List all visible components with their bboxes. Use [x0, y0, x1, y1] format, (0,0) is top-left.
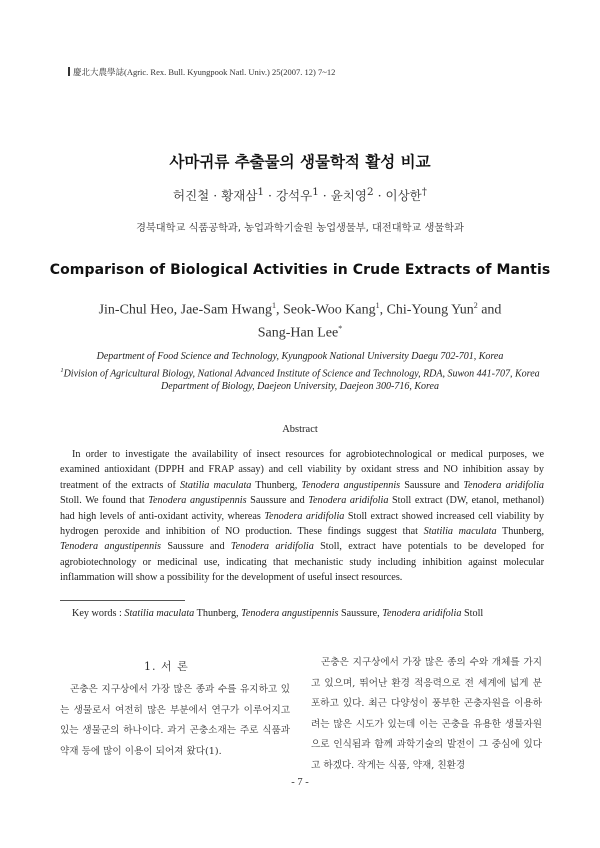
- abstract-text: Stoll. We found that: [60, 495, 149, 507]
- author-mark: 2: [366, 186, 374, 198]
- species-name: Tenodera aridifolia: [463, 479, 544, 491]
- keyword-text: Thunberg,: [194, 608, 242, 619]
- affiliation-text: Division of Agricultural Biology, National Advanced Institute of Science and Technology, RDA, Suwon 441-707, Korea: [63, 367, 540, 379]
- author-mark: *: [338, 323, 343, 333]
- korean-authors: [0, 186, 600, 204]
- korean-author: 허진철: [173, 188, 210, 204]
- abstract-text: Saussure and: [161, 541, 231, 553]
- english-title: Comparison of Biological Activities in Crude Extracts of Mantis: [49, 262, 551, 278]
- journal-header: [68, 66, 335, 78]
- species-name: Statilia maculata: [423, 526, 497, 538]
- author-name: and: [477, 302, 502, 318]
- introduction-left-column: 곤충은 지구상에서 가장 많은 종과 수를 유지하고 있는 생물로서 여전히 많은 부분에서 연구가 이루어지고 있는 생물군의 하나이다. 과거 곤충소재는 주로 식품과 약재 등에 많이 이용이 되어져 왔다(1).: [60, 684, 290, 757]
- abstract-text: Thunberg,: [496, 526, 544, 538]
- abstract-body: [60, 447, 544, 586]
- header-bar-icon: [68, 67, 70, 76]
- author-name: , Chi-Young Yun: [379, 302, 474, 318]
- keyword-species: Tenodera angustipennis: [241, 608, 339, 619]
- korean-author: 이상한: [385, 188, 422, 204]
- english-authors: [60, 297, 540, 342]
- korean-author: 윤치영: [330, 188, 367, 204]
- author-separator: ·: [264, 188, 276, 204]
- species-name: Statilia maculata: [179, 479, 252, 491]
- abstract-text: Saussure and: [400, 479, 464, 491]
- author-mark: 1: [375, 301, 380, 310]
- author-separator: ·: [373, 188, 386, 204]
- author-name: Jin-Chul Heo, Jae-Sam Hwang: [98, 302, 272, 318]
- abstract-text: Stoll extract showed increased cell viability by hydrogen peroxide and inhibition of NO production. These findings suggest that: [60, 510, 544, 538]
- introduction-heading: 1. 서 론: [144, 660, 189, 673]
- english-affiliations: [40, 350, 560, 394]
- abstract-text: In order to investigate the availability of insect resources for agrobiotechnological or medical purposes, we examined antioxidant (DPPH and FRAP assay) and cell viability by oxidant stress and NO inhibition assay by treatment of the extracts of: [60, 449, 544, 491]
- affiliation-mark: 1: [60, 366, 64, 374]
- introduction-right-column: 곤충은 지구상에서 가장 많은 종의 수와 개체를 가지고 있으며, 뛰어난 환경 적응력으로 전 세계에 넓게 분포하고 있다. 최근 다양성이 풍부한 곤충자원을 이용하려는 많은 시도가 있는데 이는 곤충을 유용한 생물자원으로 인식됨과 함께 과학기술의 발전이 그 중심에 있다고 하겠다. 작게는 식품, 약재, 친환경: [311, 657, 542, 771]
- keyword-species: Tenodera aridifolia: [382, 608, 462, 619]
- korean-author: 강석우: [275, 188, 313, 204]
- keywords-divider: [60, 600, 185, 601]
- species-name: Tenodera angustipennis: [148, 495, 247, 507]
- author-mark: 1: [312, 186, 319, 198]
- keyword-species: Statilia maculata: [124, 608, 195, 619]
- keywords-label: Key words :: [72, 608, 125, 619]
- species-name: Tenodera aridifolia: [308, 495, 389, 507]
- keywords-line: [72, 608, 562, 619]
- affiliation-line: Department of Biology, Daejeon University, Daejeon 300-716, Korea: [161, 381, 439, 393]
- species-name: Tenodera angustipennis: [60, 541, 162, 553]
- abstract-text: Stoll, extract have potentials to be developed for agrobiotechnology or medicinal use, indicating that mechanistic study including inhibition against molecular inflammation will show a possibility for the development of useful insect resources.: [60, 541, 544, 584]
- abstract-heading: Abstract: [282, 424, 318, 435]
- journal-citation: 慶北大農學誌(Agric. Rex. Bull. Kyungpook Natl. Univ.) 25(2007. 12) 7~12: [73, 67, 336, 77]
- keyword-text: Saussure,: [338, 608, 383, 619]
- affiliation-line: Department of Food Science and Technology, Kyungpook National University Daegu 702-701, Korea: [96, 351, 504, 362]
- author-mark: 1: [271, 301, 276, 310]
- author-mark: 2: [473, 301, 478, 310]
- korean-title: 사마귀류 추출물의 생물학적 활성 비교: [169, 153, 431, 171]
- korean-author: 황재삼: [221, 188, 258, 204]
- abstract-text: Stoll extract (DW, etanol, methanol) had high levels of anti-oxidant activity, whereas: [60, 495, 544, 522]
- affiliation-line: [40, 364, 560, 381]
- species-name: Tenodera angustipennis: [301, 479, 401, 491]
- abstract-text: Thunberg,: [251, 479, 302, 491]
- author-separator: ·: [209, 188, 222, 204]
- korean-affiliation: 경북대학교 식품공학과, 농업과학기술원 농업생물부, 대전대학교 생물학과: [136, 223, 464, 234]
- author-separator: ·: [318, 188, 331, 204]
- author-name: Sang-Han Lee: [257, 325, 339, 341]
- species-name: Tenodera aridifolia: [264, 510, 345, 522]
- keyword-text: Stoll: [461, 608, 484, 619]
- author-mark: †: [421, 186, 427, 198]
- author-mark: 1: [257, 186, 265, 198]
- abstract-text: Saussure and: [246, 495, 309, 507]
- species-name: Tenodera aridifolia: [230, 541, 314, 553]
- page-number: - 7 -: [291, 777, 309, 788]
- author-name: , Seok-Woo Kang: [275, 302, 376, 318]
